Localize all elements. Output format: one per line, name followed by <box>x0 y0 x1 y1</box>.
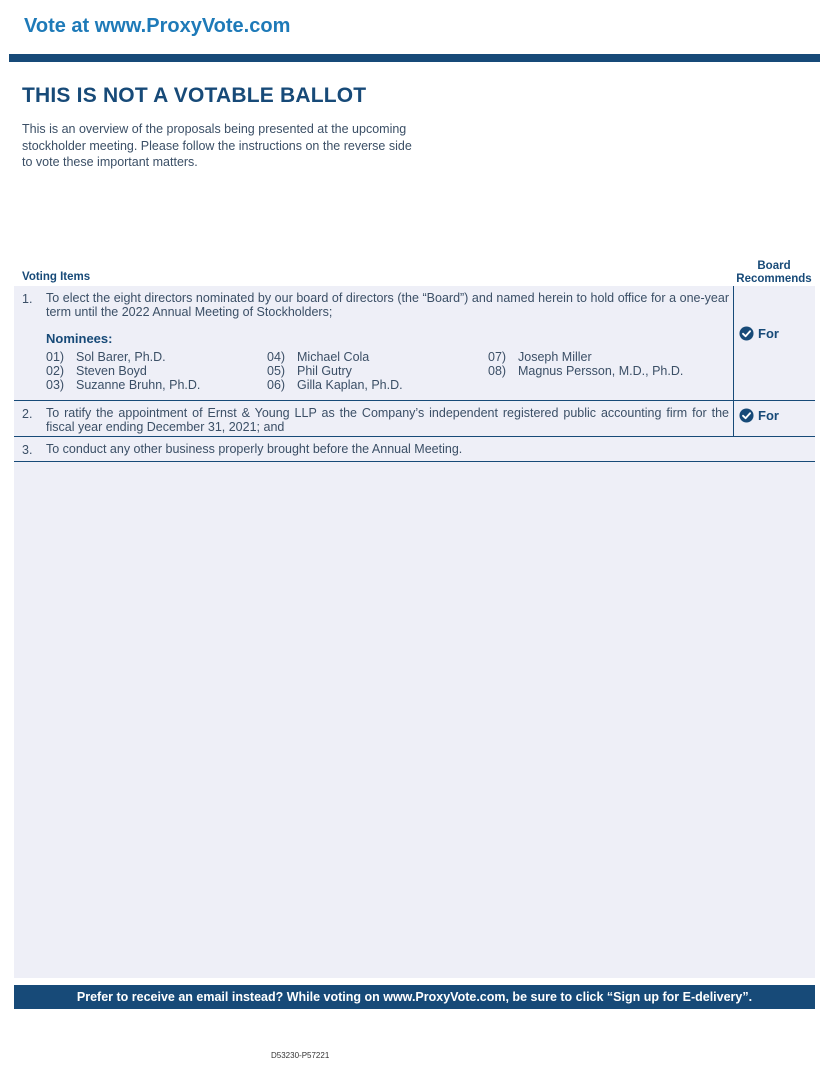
edelivery-banner <box>14 985 815 1009</box>
recommendation-label: For <box>758 326 779 341</box>
voting-item-2 <box>14 401 815 437</box>
nominee-name: Steven Boyd <box>76 364 147 378</box>
nominee-name: Magnus Persson, M.D., Ph.D. <box>518 364 684 378</box>
nominee-number: 05) <box>267 364 286 378</box>
item-number: 2. <box>22 407 33 421</box>
nominee-name: Gilla Kaplan, Ph.D. <box>297 378 403 392</box>
nominee-item <box>488 350 726 364</box>
recommendation-cell <box>733 286 815 400</box>
nominee-name: Joseph Miller <box>518 350 592 364</box>
nominee-number: 07) <box>488 350 507 364</box>
nominees-label: Nominees: <box>46 331 113 346</box>
item-text: To elect the eight directors nominated by our board of directors (the “Board”) and named herein to hold office for a one-year term until the 2022 Annual Meeting of Stockholders; <box>46 291 729 319</box>
item-text: To ratify the appointment of Ernst & Young LLP as the Company’s independent registered public accounting firm for the fiscal year ending December 31, 2021; and <box>46 406 729 434</box>
voting-item-1 <box>14 286 815 401</box>
intro-paragraph: This is an overview of the proposals being presented at the upcoming stockholder meeting. Please follow the instructions on the reverse side to vote these important matters. <box>22 122 412 169</box>
nominee-name: Suzanne Bruhn, Ph.D. <box>76 378 201 392</box>
recommendation-for <box>739 408 779 423</box>
nominee-number: 06) <box>267 378 286 392</box>
nominee-item <box>46 378 267 392</box>
nominee-number: 02) <box>46 364 65 378</box>
nominee-item <box>267 364 488 378</box>
recommendation-for <box>739 326 779 341</box>
nominee-item <box>46 350 267 364</box>
item-number: 1. <box>22 292 33 306</box>
nominee-number: 03) <box>46 378 65 392</box>
board-recommends-header: Board Recommends <box>736 260 812 285</box>
check-circle-icon <box>739 408 754 423</box>
recommendation-label: For <box>758 408 779 423</box>
nominee-item <box>46 364 267 378</box>
nominee-number: 08) <box>488 364 507 378</box>
header-divider <box>9 54 820 62</box>
recommendation-cell <box>733 401 815 436</box>
nominee-name: Sol Barer, Ph.D. <box>76 350 166 364</box>
page-title: THIS IS NOT A VOTABLE BALLOT <box>22 84 367 107</box>
nominee-number: 04) <box>267 350 286 364</box>
nominee-number: 01) <box>46 350 65 364</box>
document-code: D53230-P57221 <box>271 1051 330 1060</box>
nominee-item <box>267 378 488 392</box>
nominee-name: Michael Cola <box>297 350 370 364</box>
item-number: 3. <box>22 443 33 457</box>
voting-items-header: Voting Items <box>22 271 91 283</box>
voting-item-3 <box>14 437 815 462</box>
nominee-name: Phil Gutry <box>297 364 352 378</box>
nominee-item <box>267 350 488 364</box>
proxyvote-link[interactable]: Vote at www.ProxyVote.com <box>24 15 291 37</box>
item-text: To conduct any other business properly brought before the Annual Meeting. <box>46 442 463 456</box>
edelivery-text: Prefer to receive an email instead? While voting on www.ProxyVote.com, be sure to click “Sign up for E-delivery”. <box>76 990 753 1004</box>
nominees-list <box>46 350 726 392</box>
nominee-item <box>488 364 726 378</box>
check-circle-icon <box>739 326 754 341</box>
